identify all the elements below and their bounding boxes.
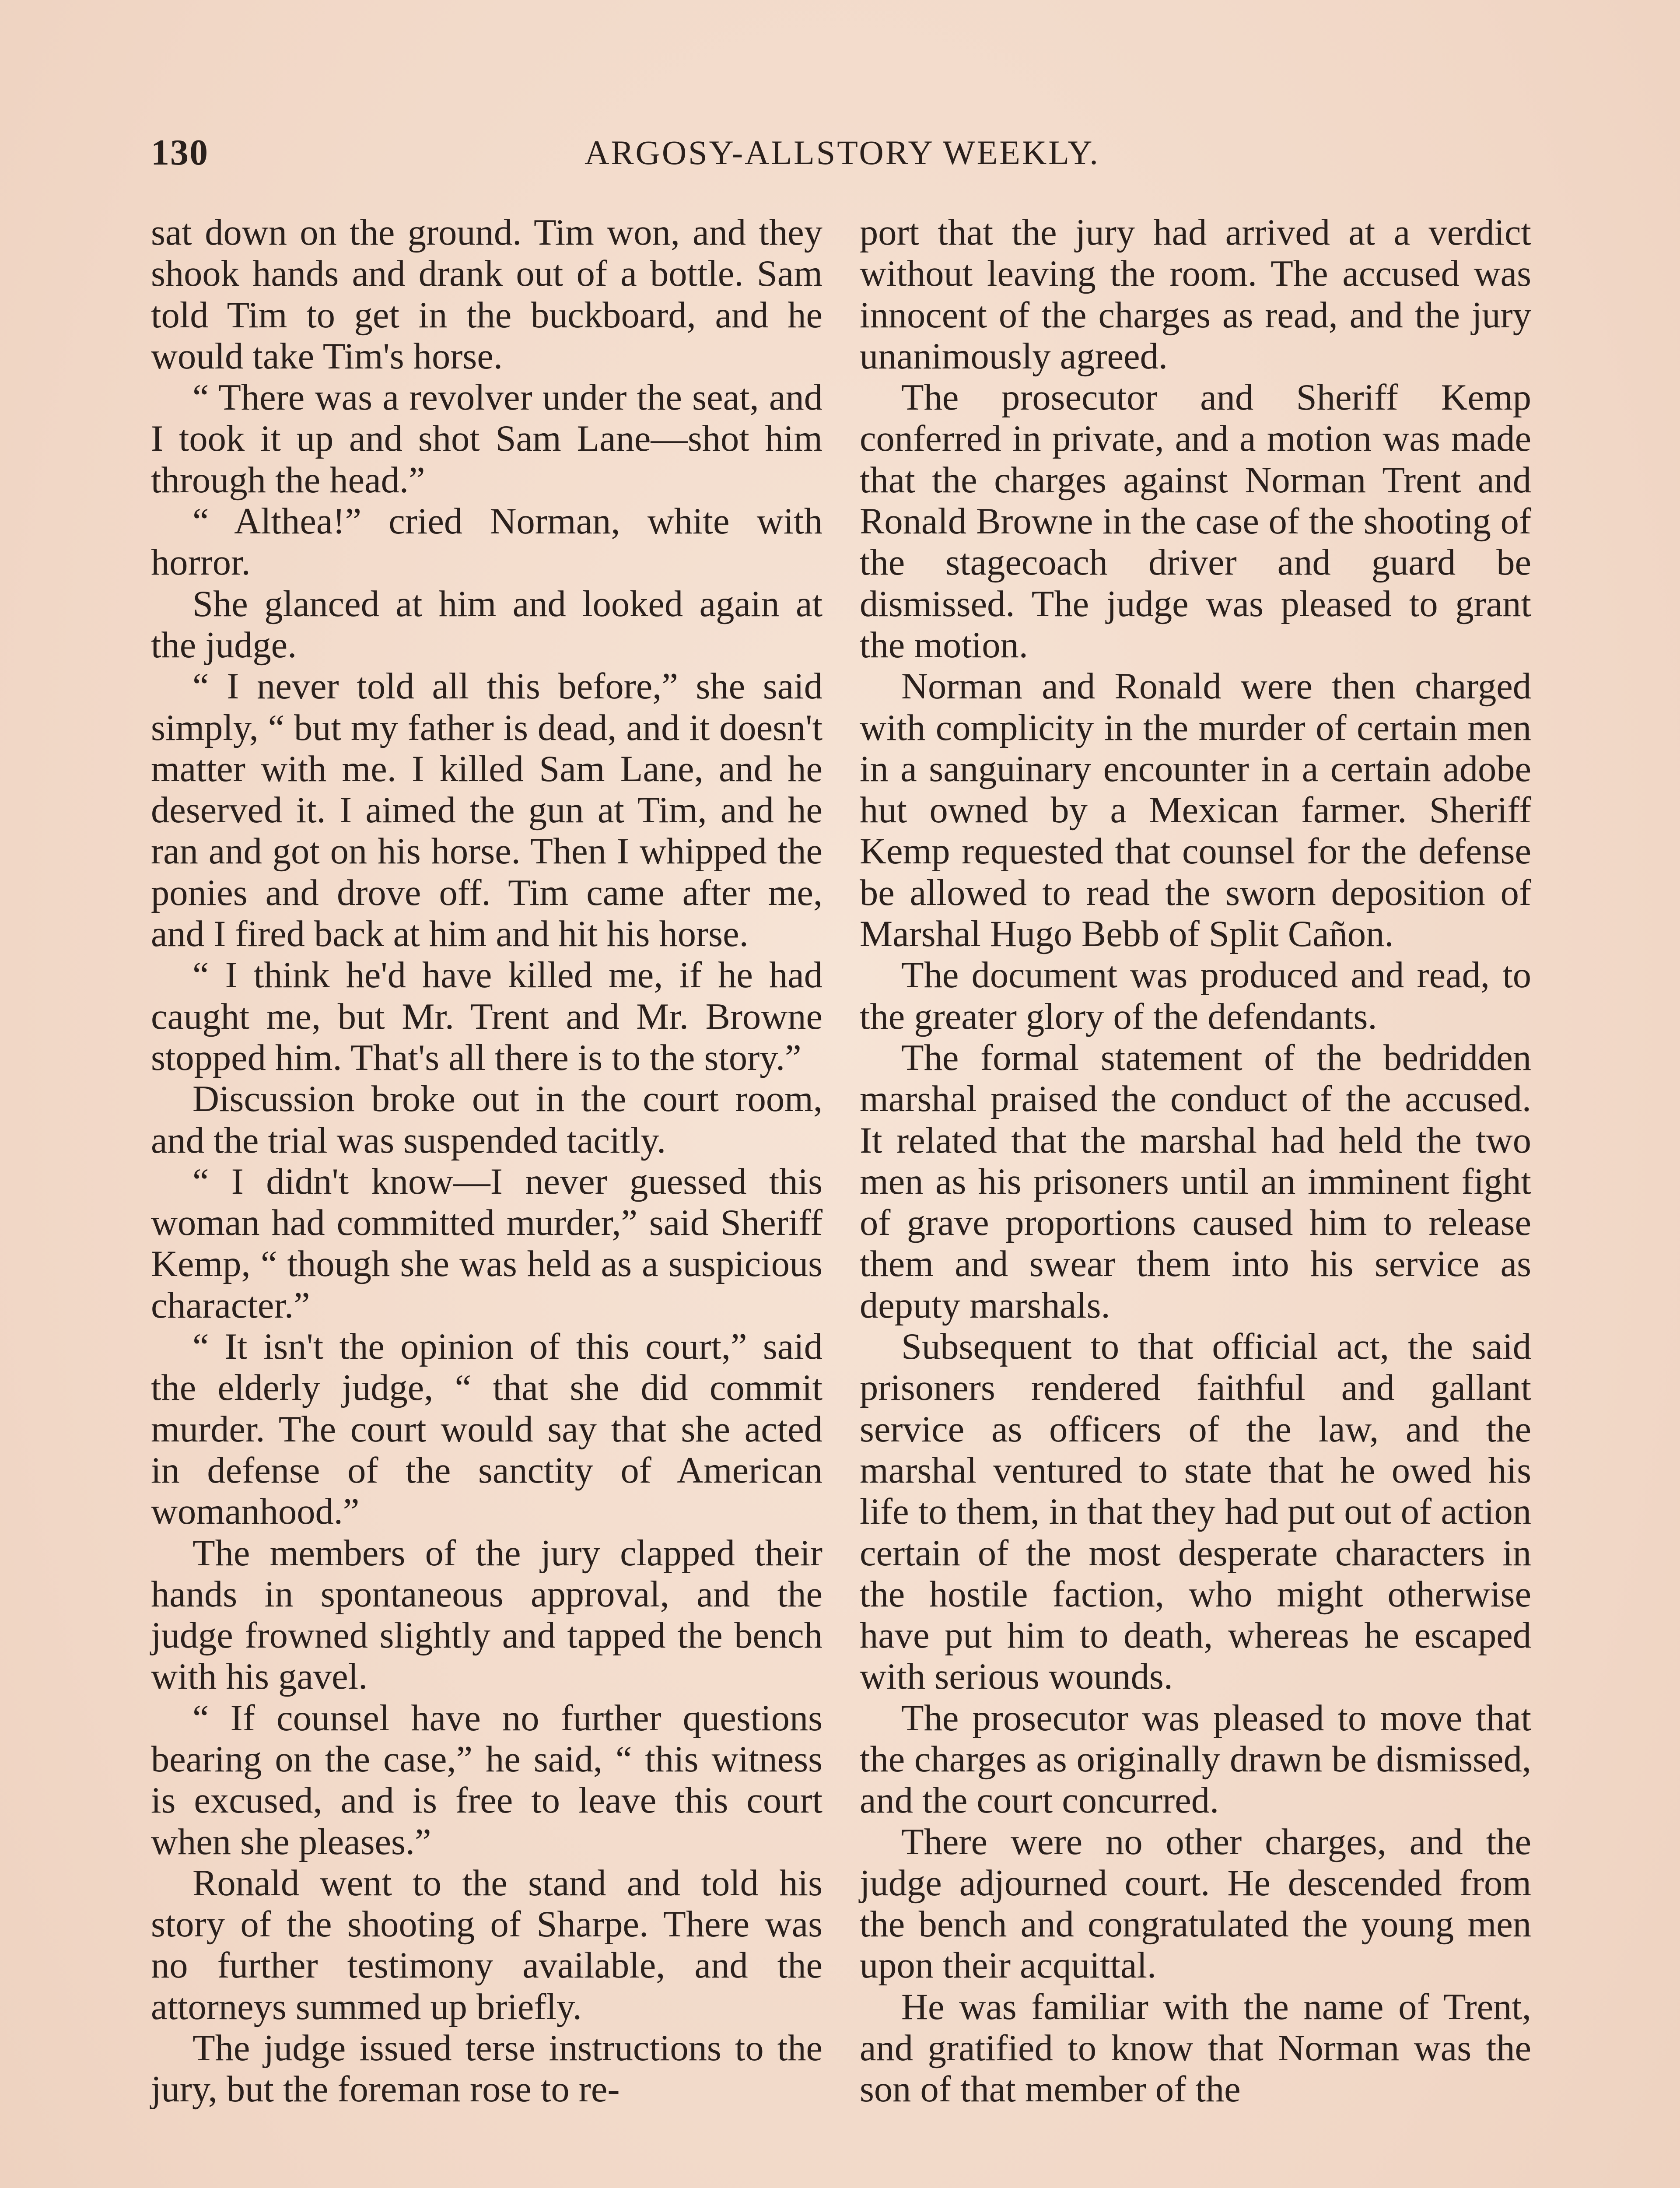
paragraph: The document was produced and read, to the greater glory of the defendants. (860, 955, 1531, 1037)
paragraph: Norman and Ronald were then charged with complicity in the murder of certain men in a sanguinary encounter in a certain adobe hut owned by a Mexican farmer. Sheriff Kemp requested that counsel for the defense be allowed to read the sworn deposition of Marshal Hugo Bebb of Split Cañon. (860, 666, 1531, 955)
paragraph: Discussion broke out in the court room, and the trial was suspended tacitly. (151, 1079, 822, 1161)
left-column (151, 212, 822, 2111)
paragraph: “ I never told all this before,” she said simply, “ but my father is dead, and it doesn't matter with me. I killed Sam Lane, and he deserved it. I aimed the gun at Tim, and he ran and got on his horse. Then I whipped the ponies and drove off. Tim came after me, and I fired back at him and hit his horse. (151, 666, 822, 955)
paragraph: She glanced at him and looked again at the judge. (151, 583, 822, 666)
paragraph: “ I didn't know—I never guessed this woman had committed murder,” said Sheriff Kemp, “ though she was held as a suspicious character.” (151, 1161, 822, 1326)
paragraph: The judge issued terse instructions to the jury, but the foreman rose to re- (151, 2028, 822, 2110)
page-header (151, 131, 1533, 179)
page-number: 130 (151, 132, 209, 173)
right-column (860, 212, 1531, 2111)
paragraph: The members of the jury clapped their hands in spontaneous approval, and the judge frowned slightly and tapped the bench with his gavel. (151, 1532, 822, 1697)
paragraph: “ I think he'd have killed me, if he had caught me, but Mr. Trent and Mr. Browne stopped him. That's all there is to the story.” (151, 955, 822, 1078)
paragraph: “ There was a revolver under the seat, and I took it up and shot Sam Lane—shot him through the head.” (151, 377, 822, 501)
paragraph: “ It isn't the opinion of this court,” said the elderly judge, “ that she did commit murder. The court would say that she acted in defense of the sanctity of American womanhood.” (151, 1326, 822, 1532)
paragraph: He was familiar with the name of Trent, and gratified to know that Norman was the son of that member of the (860, 1986, 1531, 2110)
paragraph: Subsequent to that official act, the said prisoners rendered faithful and gallant service as officers of the law, and the marshal ventured to state that he owed his life to them, in that they had put out of action certain of the most desperate characters in the hostile faction, who might otherwise have put him to death, whereas he escaped with serious wounds. (860, 1326, 1531, 1697)
paragraph: The prosecutor and Sheriff Kemp conferred in private, and a motion was made that the charges against Norman Trent and Ronald Browne in the case of the shooting of the stagecoach driver and guard be dismissed. The judge was pleased to grant the motion. (860, 377, 1531, 666)
paragraph: The formal statement of the bedridden marshal praised the conduct of the accused. It related that the marshal had held the two men as his prisoners until an imminent fight of grave proportions caused him to release them and swear them into his service as deputy marshals. (860, 1037, 1531, 1326)
paragraph: “ If counsel have no further questions bearing on the case,” he said, “ this witness is excused, and is free to leave this court when she pleases.” (151, 1697, 822, 1862)
paragraph: “ Althea!” cried Norman, white with horror. (151, 501, 822, 583)
paragraph: port that the jury had arrived at a verdict without leaving the room. The accused was innocent of the charges as read, and the jury unanimously agreed. (860, 212, 1531, 377)
paragraph: The prosecutor was pleased to move that the charges as originally drawn be dismissed, and the court concurred. (860, 1697, 1531, 1821)
running-title: ARGOSY-ALLSTORY WEEKLY. (584, 133, 1100, 172)
paragraph: There were no other charges, and the judge adjourned court. He descended from the bench and congratulated the young men upon their acquittal. (860, 1821, 1531, 1986)
paragraph: sat down on the ground. Tim won, and they shook hands and drank out of a bottle. Sam told Tim to get in the buckboard, and he would take Tim's horse. (151, 212, 822, 377)
paragraph: Ronald went to the stand and told his story of the shooting of Sharpe. There was no further testimony available, and the attorneys summed up briefly. (151, 1862, 822, 2027)
